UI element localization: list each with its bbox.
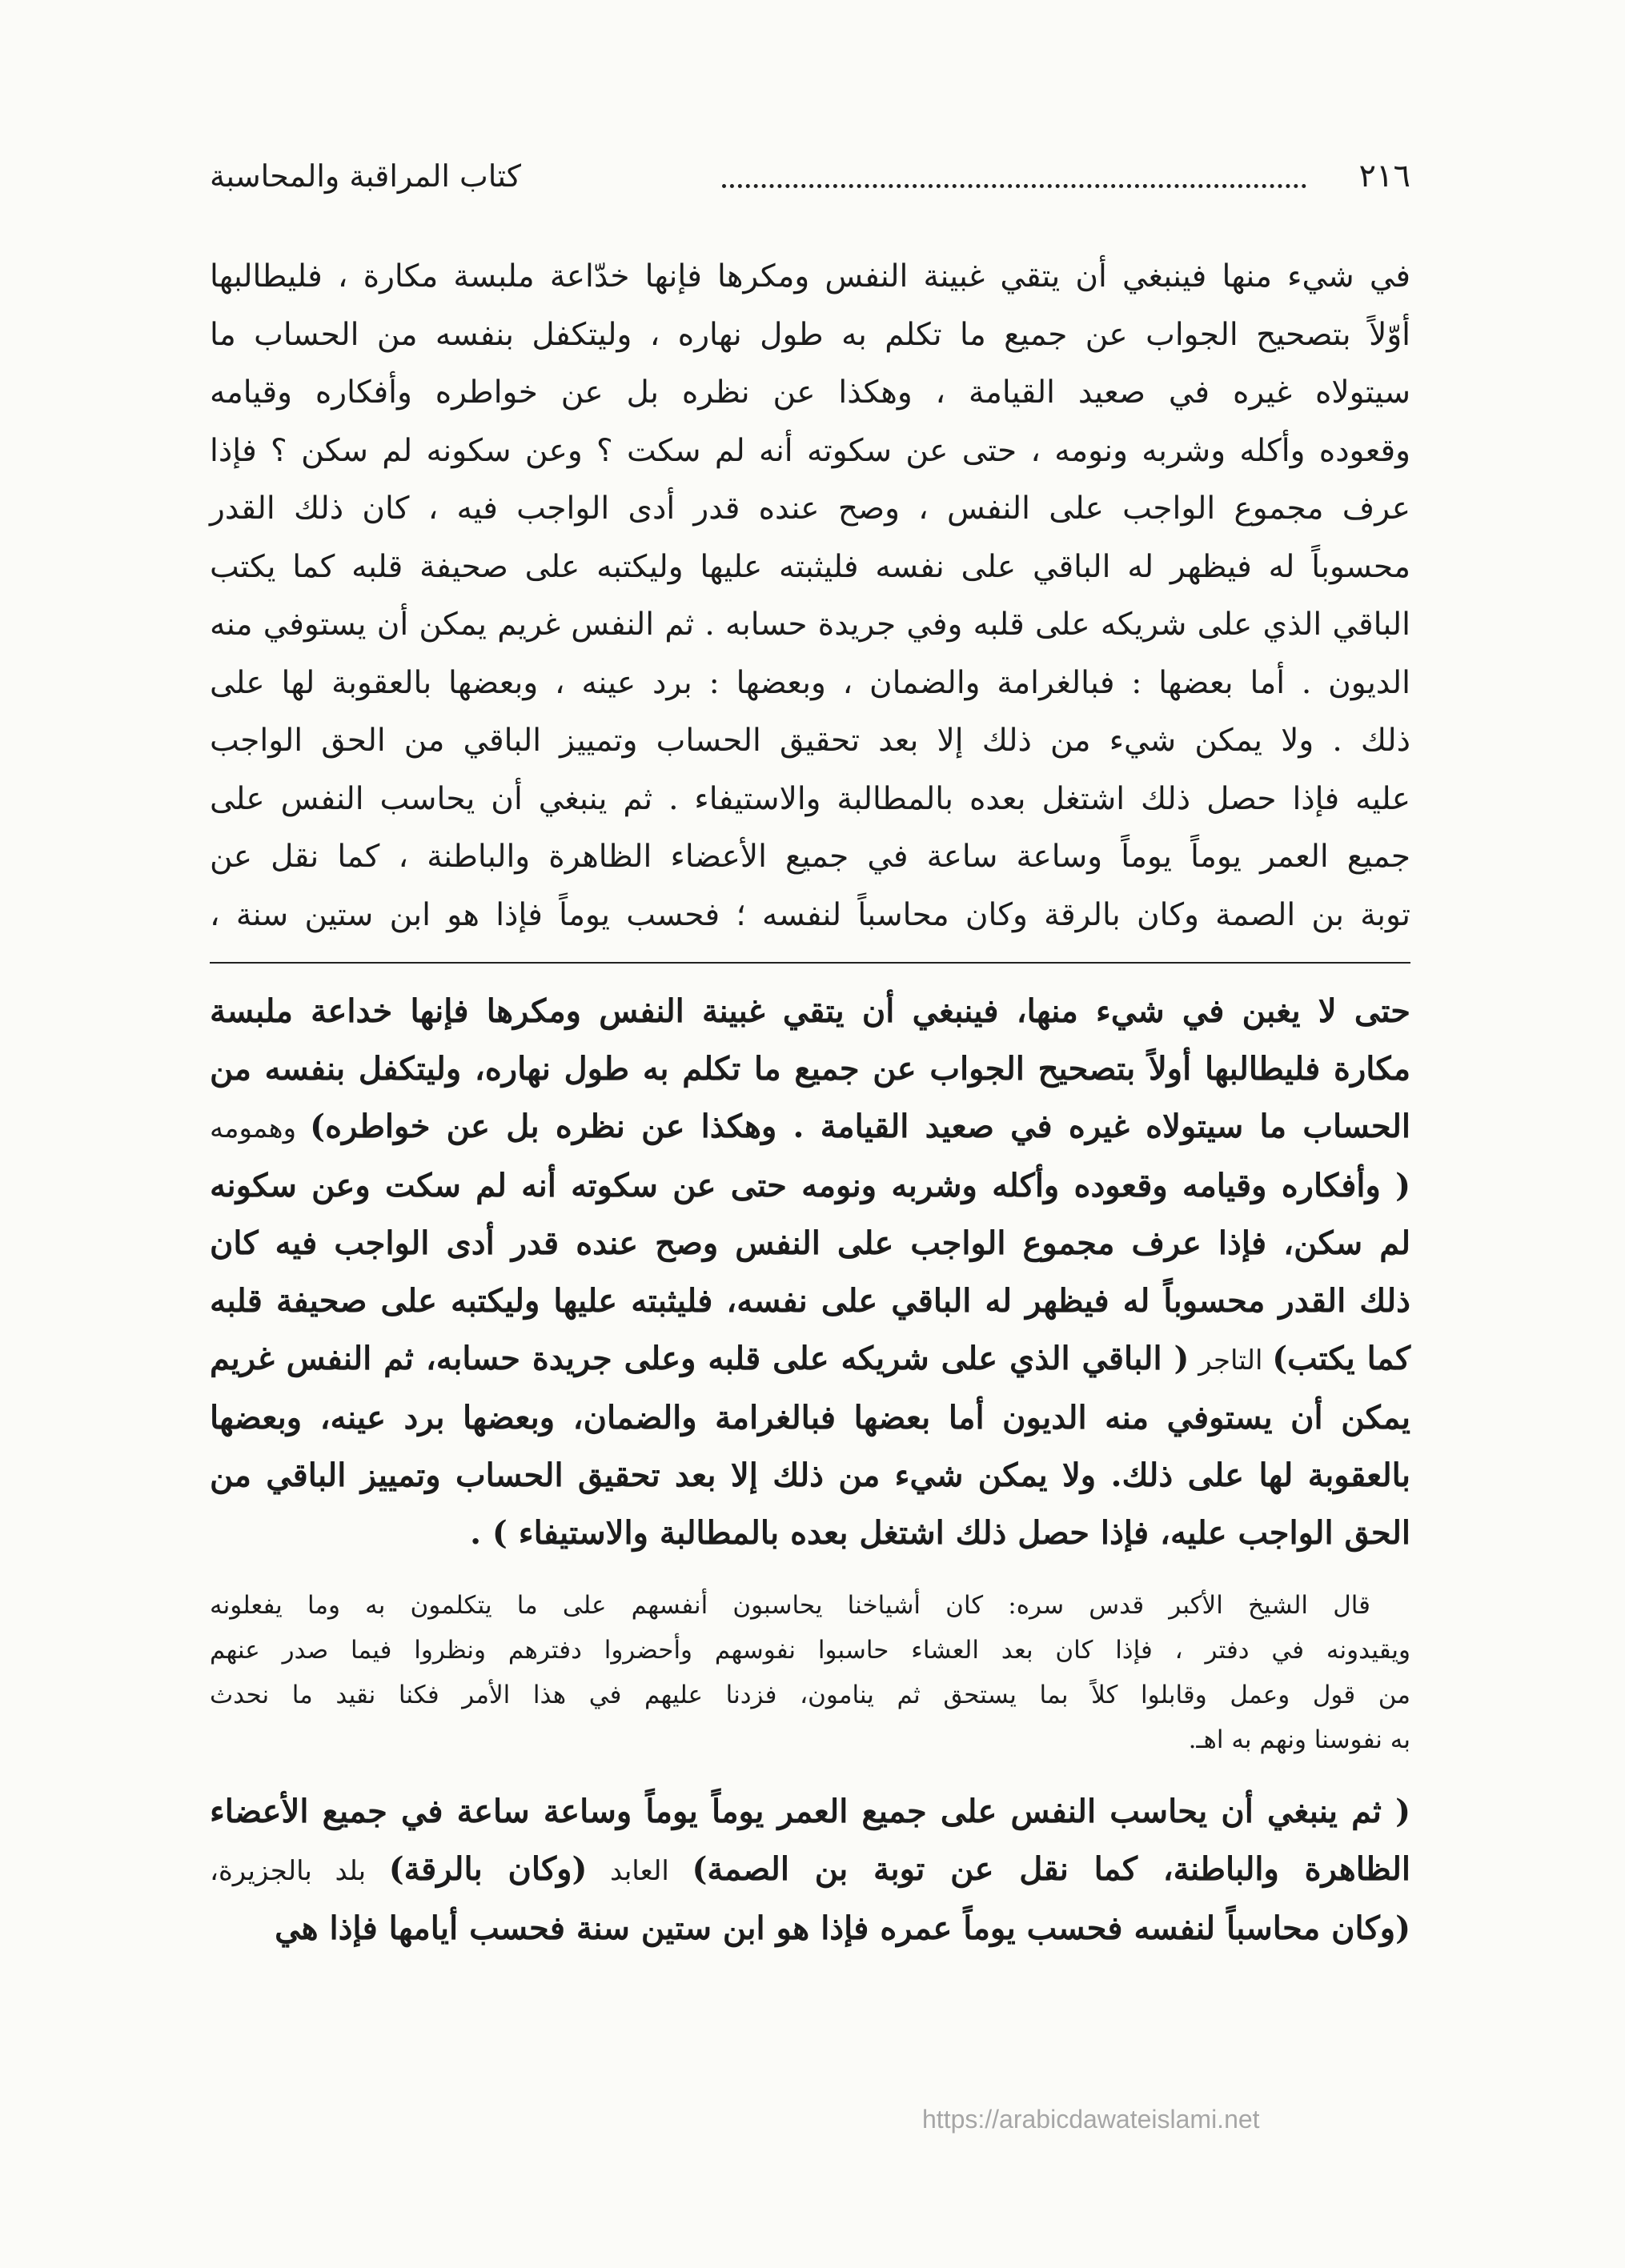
- commentary-line: مكارة فليطالبها أولاً بتصحيح الجواب عن جميع ما تكلم به طول نهاره، وليتكفل بنفسه من: [210, 1050, 1410, 1088]
- page-header: [210, 152, 1410, 208]
- commentary-line: بالعقوبة لها على ذلك. ولا يمكن شيء من ذلك إلا بعد تحقيق الحساب وتمييز الباقي من: [210, 1457, 1410, 1494]
- quote-block: [210, 1583, 1410, 1762]
- commentary-line: كما يكتب) التاجر ( الباقي الذي على شريكه على قلبه وعلى جريدة حسابه، ثم النفس غريم: [210, 1340, 1411, 1377]
- commentary-block-2: [210, 1783, 1410, 1957]
- commentary-line: (وكان محاسباً لنفسه فحسب يوماً عمره فإذا هو ابن ستين سنة فحسب أيامها فإذا هي: [275, 1909, 1410, 1947]
- book-title: كتاب المراقبة والمحاسبة: [210, 158, 521, 194]
- header-dotted-leader: [722, 184, 1306, 188]
- commentary-line: ( ثم ينبغي أن يحاسب النفس على جميع العمر يوماً يوماً وساعة ساعة في جميع الأعضاء: [210, 1793, 1410, 1830]
- commentary-line: حتى لا يغبن في شيء منها، فينبغي أن يتقي غبينة النفس ومكرها فإنها خداعة ملبسة: [210, 992, 1410, 1030]
- main-text-line: سيتولاه غيره في صعيد القيامة ، وهكذا عن نظره بل عن خواطره وأفكاره وقيامه: [210, 375, 1410, 411]
- main-text-line: جميع العمر يوماً يوماً وساعة ساعة في جميع الأعضاء الظاهرة والباطنة ، كما نقل عن: [210, 839, 1410, 875]
- commentary-line: الحساب ما سيتولاه غيره في صعيد القيامة . وهكذا عن نظره بل عن خواطره) وهمومه: [210, 1108, 1410, 1145]
- main-text-line: الباقي الذي على شريكه على قلبه وفي جريدة حسابه . ثم النفس غريم يمكن أن يستوفي منه: [210, 607, 1410, 643]
- main-text-line: ذلك . ولا يمكن شيء من ذلك إلا بعد تحقيق الحساب وتمييز الباقي من الحق الواجب: [210, 723, 1410, 759]
- commentary-line: لم سكن، فإذا عرف مجموع الواجب على النفس وصح عنده قدر أدى الواجب فيه كان: [210, 1224, 1411, 1262]
- main-text-line: في شيء منها فينبغي أن يتقي غبينة النفس ومكرها فإنها خدّاعة ملبسة مكارة ، فليطالبها: [210, 258, 1410, 295]
- main-text-line: أوّلاً بتصحيح الجواب عن جميع ما تكلم به طول نهاره ، وليتكفل بنفسه من الحساب ما: [210, 316, 1410, 353]
- commentary-line: يمكن أن يستوفي منه الديون أما بعضها فبالغرامة والضمان، وبعضها برد عينه، وبعضها: [210, 1399, 1410, 1437]
- source-watermark: https://arabicdawateislami.net: [922, 2105, 1260, 2134]
- main-text-line: وقعوده وأكله وشربه ونومه ، حتى عن سكوته أنه لم سكت ؟ وعن سكونه لم سكن ؟ فإذا: [210, 432, 1410, 469]
- quote-line: قال الشيخ الأكبر قدس سره: كان أشياخنا يحاسبون أنفسهم على ما يتكلمون به وما يفعلونه: [210, 1591, 1370, 1620]
- section-divider: [210, 962, 1410, 964]
- book-page: [210, 152, 1410, 1957]
- main-text-line: توبة بن الصمة وكان بالرقة وكان محاسباً لنفسه ؛ فحسب يوماً فإذا هو ابن ستين سنة ،: [210, 896, 1410, 933]
- main-text: [210, 248, 1410, 944]
- quote-line: به نفوسنا ونهم به اهـ.: [1188, 1725, 1410, 1754]
- commentary-line: ( وأفكاره وقيامه وقعوده وأكله وشربه ونومه حتى عن سكوته أنه لم سكت وعن سكونه: [210, 1167, 1410, 1204]
- commentary-line: الظاهرة والباطنة، كما نقل عن توبة بن الصمة) العابد (وكان بالرقة) بلد بالجزيرة،: [210, 1850, 1410, 1888]
- quote-line: من قول وعمل وقابلوا كلاً بما يستحق ثم ينامون، فزدنا عليهم في هذا الأمر فكنا نقيد ما نحدث: [210, 1681, 1410, 1709]
- commentary-block: [210, 983, 1410, 1562]
- main-text-line: محسوباً له فيظهر له الباقي على نفسه فليثبته عليها وليكتبه على صحيفة قلبه كما يكتب: [210, 548, 1410, 585]
- commentary-line: الحق الواجب عليه، فإذا حصل ذلك اشتغل بعده بالمطالبة والاستيفاء ) .: [470, 1514, 1410, 1552]
- main-text-line: عليه فإذا حصل ذلك اشتغل بعده بالمطالبة والاستيفاء . ثم ينبغي أن يحاسب النفس على: [210, 780, 1410, 817]
- main-text-line: الديون . أما بعضها : فبالغرامة والضمان ، وبعضها : برد عينه ، وبعضها بالعقوبة لها على: [210, 664, 1410, 701]
- page-number: ٢١٦: [1358, 158, 1410, 194]
- quote-line: ويقيدونه في دفتر ، فإذا كان بعد العشاء حاسبوا نفوسهم وأحضروا دفترهم ونظروا فيما صدر عنهم: [210, 1636, 1410, 1665]
- main-text-line: عرف مجموع الواجب على النفس ، وصح عنده قدر أدى الواجب فيه ، كان ذلك القدر: [210, 491, 1410, 527]
- commentary-line: ذلك القدر محسوباً له فيظهر له الباقي على نفسه، فليثبته عليها وليكتبه على صحيفة قلبه: [210, 1282, 1410, 1320]
